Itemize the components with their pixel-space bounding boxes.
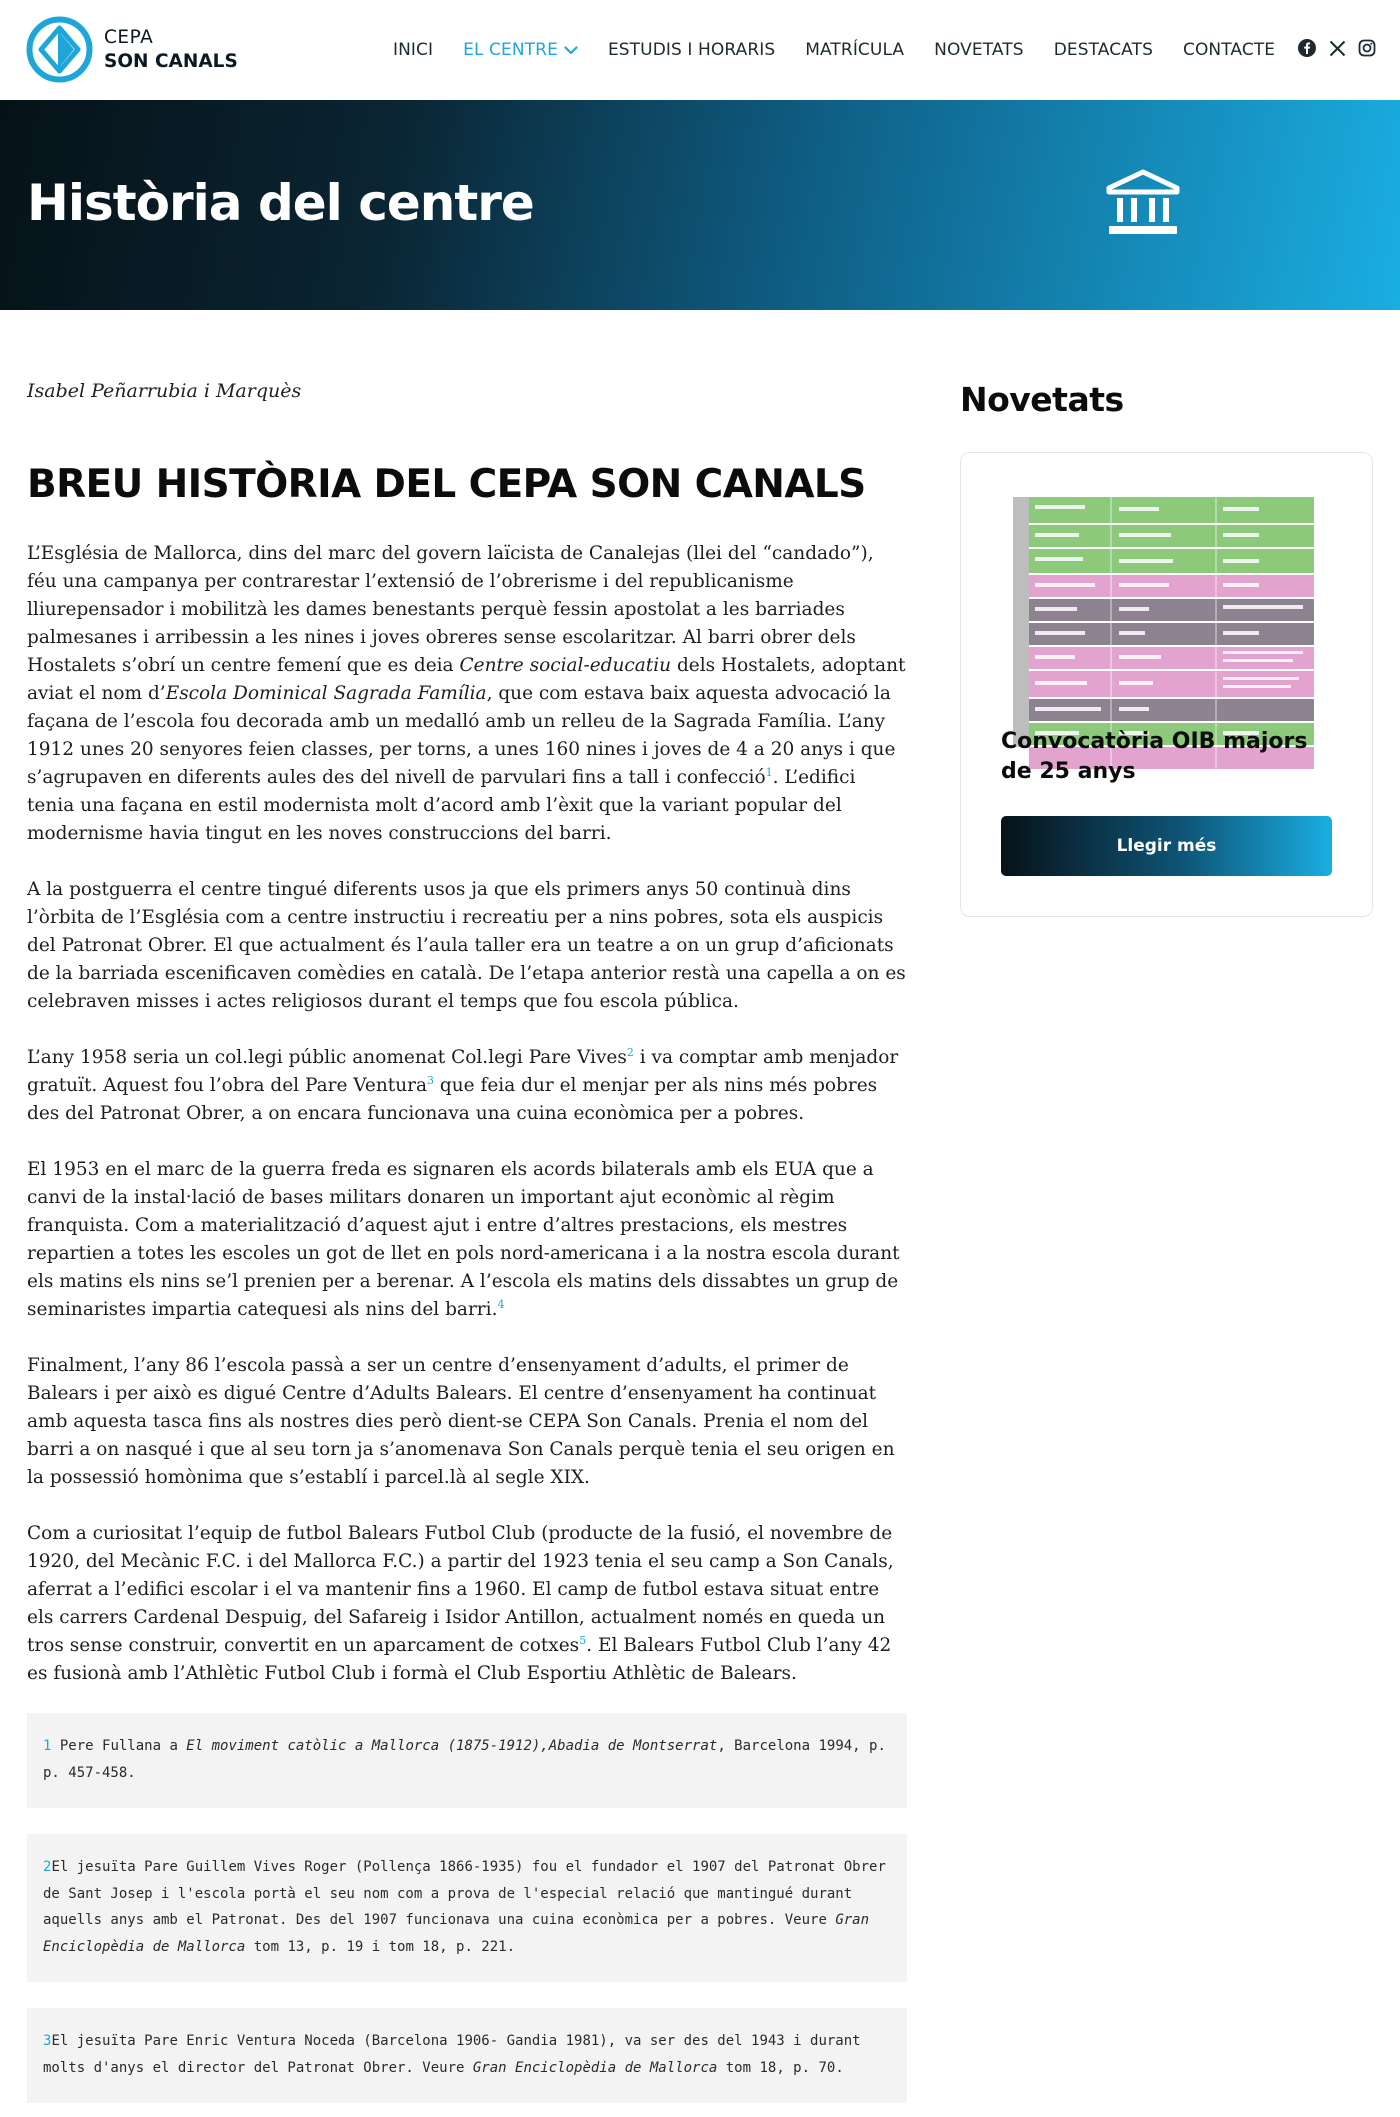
article-body bbox=[27, 540, 907, 1716]
news-card[interactable] bbox=[960, 452, 1373, 917]
paragraph-text: . El Balears Futbol Club l’any 42 es fusionà amb l’Athlètic Futbol Club i formà el Club Esportiu Athlètic de Balears. bbox=[27, 1635, 892, 1684]
footnote-text: El jesuïta Pare Enric Ventura Noceda (Barcelona 1906- Gandia 1981), va ser des del 1943 i durant molts d'anys el director del Patronat Obrer. Veure bbox=[43, 2033, 861, 2076]
chevron-down-icon bbox=[564, 46, 578, 55]
footnote-number: 3 bbox=[43, 2033, 52, 2049]
footnote-text: tom 13, p. 19 i tom 18, p. 221. bbox=[245, 1938, 516, 1955]
footnote-italic: El moviment catòlic a Mallorca (1875-1912),Abadia de Montserrat bbox=[186, 1738, 718, 1754]
page-title: Història del centre bbox=[27, 174, 534, 232]
paragraph-text: El 1953 en el marc de la guerra freda es signaren els acords bilaterals amb els EUA que a canvi de la instal·lació de bases militars donaren un important ajut econòmic al règim franquista. Com a materialització d’aquest ajut i entre d’altres prestacions, els mestres repartien a totes les escoles un got de llet en pols nord-americana i a la nostra escola durant els matins els nins se’l prenien per a berenar. A l’escola els matins dels dissabtes un grup de seminaristes impartia catequesi als nins del barri. bbox=[27, 1159, 900, 1320]
news-card-title[interactable]: Convocatòria OIB majors de 25 anys bbox=[1001, 729, 1308, 784]
article-paragraph: A la postguerra el centre tingué diferents usos ja que els primers anys 50 continuà dins l’òrbita de l’Església com a centre instructiu i recreatiu per a nins pobres, sota els auspicis del Patronat Obrer. El que actualment és l’aula taller era un teatre a on un grup d’aficionats de la barriada escenificaven comèdies en català. De l’etapa anterior restà una capella a on es celebraven misses i actes religiosos durant el temps que fou escola pública. bbox=[27, 879, 906, 1012]
x-icon[interactable] bbox=[1327, 38, 1347, 58]
nav-item-el-centre-label: EL CENTRE bbox=[463, 40, 558, 60]
article-paragraph bbox=[27, 1520, 907, 1688]
footnote-text: El jesuïta Pare Guillem Vives Roger (Pollença 1866-1935) fou el fundador el 1907 del Patronat Obrer de Sant Josep i l'escola portà el seu nom com a prova de l'especial relació que mantingué durant aquells anys amb el Patronat. Des del 1907 funcionava una cuina econòmica per a pobres. Veure bbox=[43, 1859, 886, 1928]
nav-item-el-centre[interactable] bbox=[463, 40, 578, 60]
paragraph-text: . L’edifici tenia una façana en estil modernista molt d’acord amb l’èxit que la variant popular del modernisme havia tingut en les noves construccions del barri. bbox=[27, 767, 856, 844]
footnote-number: 2 bbox=[43, 1859, 52, 1875]
sidebar-title: Novetats bbox=[960, 380, 1124, 419]
footnote-2 bbox=[27, 1834, 907, 1982]
nav-item-destacats[interactable]: DESTACATS bbox=[1053, 40, 1153, 60]
page-hero bbox=[0, 100, 1400, 310]
article-paragraph bbox=[27, 540, 907, 848]
footnote-link-5[interactable]: 5 bbox=[579, 1633, 587, 1647]
paragraph-text: L’Església de Mallorca, dins del marc del govern laïcista de Canalejas (llei del “candado”), féu una campanya per contrarestar l’extensió de l’obrerisme i del republicanisme lliurepensador i mobilitzà les dames benestants perquè fessin apostolat a les barriades palmesanes i arribessin a les nines i joves obreres sense escolaritzar. Al barri obrer dels Hostalets s’obrí un centre femení que es deia bbox=[27, 543, 874, 676]
paragraph-text: i va comptar amb menjador gratuït. Aquest fou l’obra del Pare Ventura bbox=[27, 1047, 899, 1096]
footnote-number: 1 bbox=[43, 1738, 52, 1754]
nav-item-contacte[interactable]: CONTACTE bbox=[1182, 40, 1276, 60]
paragraph-text: Com a curiositat l’equip de futbol Balears Futbol Club (producte de la fusió, el novembre de 1920, del Mecànic F.C. i del Mallorca F.C.) a partir del 1923 tenia el seu camp a Son Canals, aferrat a l’edifici escolar i el va mantenir fins a 1960. El camp de futbol estava situat entre els carrers Cardenal Despuig, del Safareig i Isidor Antillon, actualment només en queda un tros sense construir, convertit en un aparcament de cotxes bbox=[27, 1523, 894, 1656]
footnote-1 bbox=[27, 1713, 907, 1808]
logo-line1: CEPA bbox=[104, 26, 154, 48]
logo-text bbox=[104, 26, 238, 74]
paragraph-text: , que com estava baix aquesta advocació la façana de l’escola fou decorada amb un medalló amb un relleu de la Sagrada Família. L’any 1912 unes 20 senyores feien classes, per torns, a unes 160 nines i joves de 4 a 20 anys i que s’agrupaven en diferents aules des del nivell de parvulari fins a tall i confecció bbox=[27, 683, 896, 788]
article-paragraph bbox=[27, 1044, 907, 1128]
read-more-button[interactable]: Llegir més bbox=[1001, 816, 1332, 876]
paragraph-italic: Escola Dominical Sagrada Família bbox=[165, 683, 487, 704]
footnote-text: , Barcelona 1994, p. p. 457-458. bbox=[43, 1738, 886, 1781]
footnote-link-3[interactable]: 3 bbox=[427, 1073, 435, 1087]
paragraph-italic: Centre social-educatiu bbox=[459, 655, 672, 676]
paragraph-text: dels Hostalets, adoptant aviat el nom d’ bbox=[27, 655, 906, 704]
logo-line2: SON CANALS bbox=[104, 50, 238, 72]
footnote-link-1[interactable]: 1 bbox=[765, 765, 773, 779]
article-paragraph: Finalment, l’any 86 l’escola passà a ser un centre d’ensenyament d’adults, el primer de Balears i per això es digué Centre d’Adults Balears. El centre d’ensenyament ha continuat amb aquesta tasca fins als nostres dies però dient-se CEPA Son Canals. Prenia el nom del barri a on nasqué i que al seu torn ja s’anomenava Son Canals perquè tenia el seu origen en la possessió homònima que s’establí i parcel.là al segle XIX. bbox=[27, 1355, 895, 1488]
article-paragraph bbox=[27, 1156, 907, 1324]
footnotes bbox=[27, 1713, 907, 2117]
site-logo[interactable] bbox=[26, 16, 238, 83]
logo-mark-icon bbox=[26, 16, 93, 83]
paragraph-text: L’any 1958 seria un col.legi públic anomenat Col.legi Pare Vives bbox=[27, 1047, 627, 1068]
footnote-italic: Gran Enciclopèdia de Mallorca bbox=[43, 1912, 870, 1955]
building-columns-icon bbox=[1105, 168, 1181, 238]
article-author: Isabel Peñarrubia i Marquès bbox=[27, 380, 302, 402]
footnote-text: Pere Fullana a bbox=[51, 1738, 187, 1754]
footnote-italic: Gran Enciclopèdia de Mallorca bbox=[472, 2059, 718, 2076]
instagram-icon[interactable] bbox=[1357, 38, 1377, 58]
facebook-icon[interactable] bbox=[1297, 38, 1317, 58]
nav-item-novetats[interactable]: NOVETATS bbox=[934, 40, 1024, 60]
main-nav bbox=[393, 38, 1305, 62]
footnote-link-4[interactable]: 4 bbox=[497, 1297, 505, 1311]
nav-item-inici[interactable]: INICI bbox=[393, 40, 434, 60]
footnote-link-2[interactable]: 2 bbox=[626, 1045, 634, 1059]
social-links bbox=[1297, 38, 1387, 58]
footnote-text: tom 18, p. 70. bbox=[717, 2059, 844, 2076]
site-header bbox=[0, 0, 1400, 100]
footnote-3 bbox=[27, 2008, 907, 2103]
article-title: BREU HISTÒRIA DEL CEPA SON CANALS bbox=[27, 462, 866, 507]
nav-item-matricula[interactable]: MATRÍCULA bbox=[805, 40, 905, 60]
nav-item-estudis-i-horaris[interactable]: ESTUDIS I HORARIS bbox=[607, 40, 776, 60]
paragraph-text: que feia dur el menjar per als nins més pobres des del Patronat Obrer, a on encara funcionava una cuina econòmica per a pobres. bbox=[27, 1075, 878, 1124]
